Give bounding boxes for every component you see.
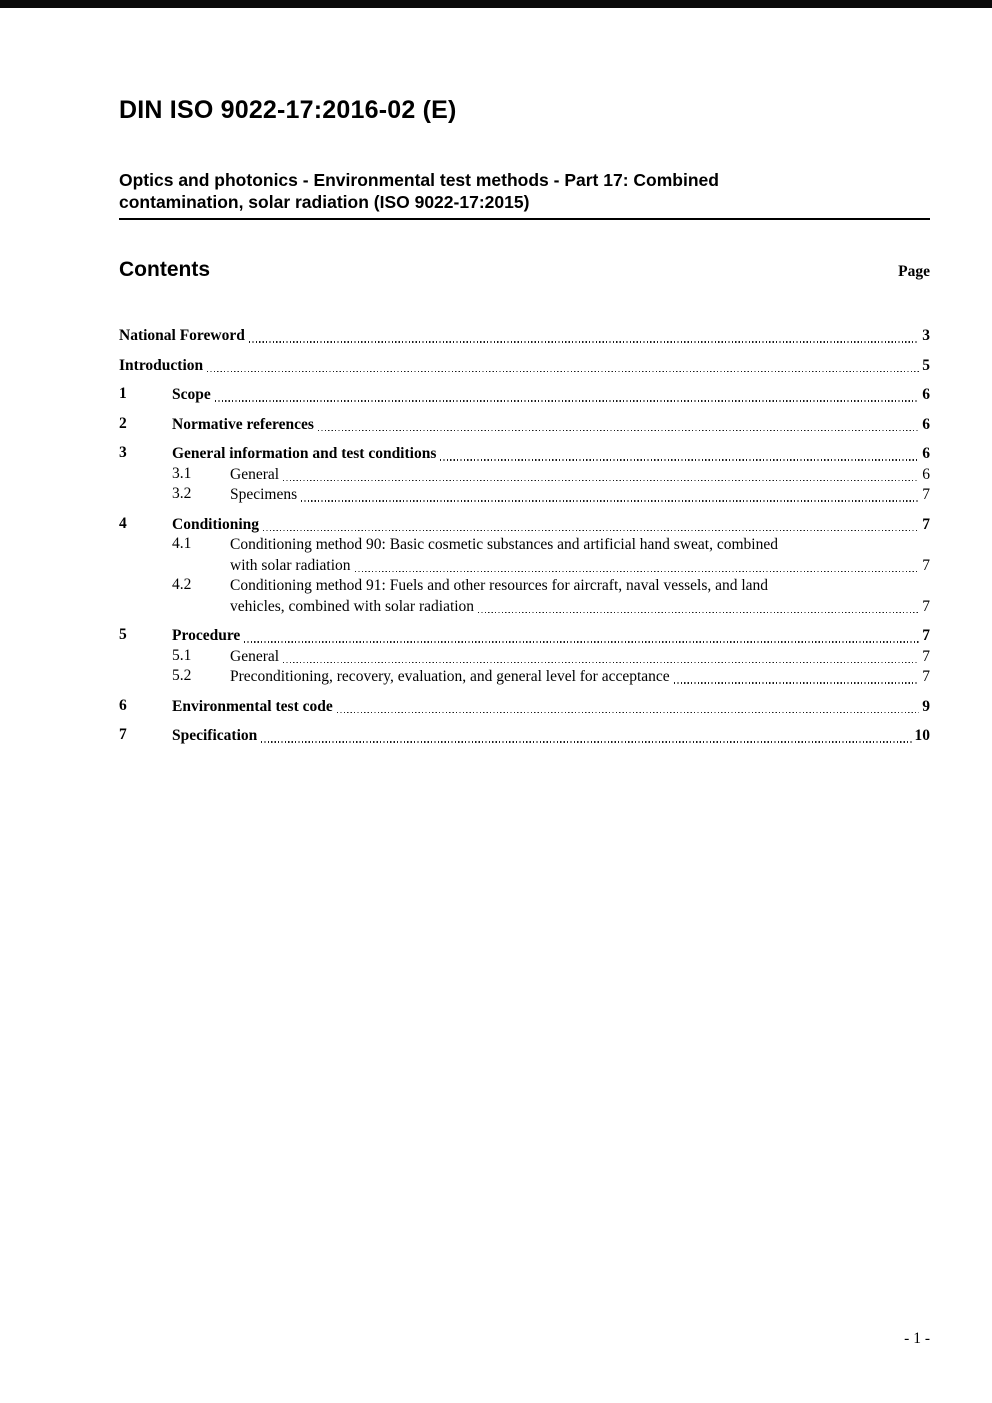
toc-entry-scope[interactable] [119,385,930,406]
toc-entry-title: Specification [172,727,258,744]
toc-entry-title: Introduction [119,356,204,374]
toc-entry-national-foreword[interactable] [119,326,930,347]
toc-entry-page: 7 [922,486,930,503]
dot-leader [261,741,911,742]
toc-entry-title: Environmental test code [172,697,333,715]
toc-entry-page: 7 [922,627,930,644]
toc-entry-procedure-general[interactable] [119,647,930,668]
toc-entry-title: National Foreword [119,327,245,344]
dot-leader [355,571,920,572]
toc-entry-number: 4.2 [172,576,192,593]
toc-entry-number: 3.2 [172,485,192,502]
dot-leader [337,712,920,713]
toc-entry-title: Scope [172,386,211,403]
dot-leader [263,530,919,531]
toc-entry-specification[interactable] [119,726,930,747]
toc-entry-general-information[interactable] [119,444,930,465]
toc-entry-introduction[interactable] [119,356,930,377]
page-content [119,0,930,747]
document-title-line-2: contamination, solar radiation (ISO 9022-17:2015) [119,192,530,212]
contents-header [119,258,930,282]
toc-entry-title: Procedure [172,627,241,644]
toc-entry-page: 9 [922,697,930,715]
page-column-label: Page [898,263,930,280]
table-of-contents [119,326,930,747]
toc-entry-page: 6 [922,445,930,462]
toc-entry-page: 6 [922,415,930,433]
toc-entry-number: 5.2 [172,667,192,684]
toc-entry-procedure[interactable] [119,626,930,647]
toc-entry-page: 7 [922,556,930,574]
toc-entry-page: 7 [922,647,930,665]
toc-entry-title-line-2: vehicles, combined with solar radiation [230,597,475,615]
toc-entry-title: Specimens [230,486,298,503]
dot-leader [301,500,919,501]
toc-entry-preconditioning[interactable] [119,667,930,688]
toc-entry-title-line-2: with solar radiation [230,556,351,574]
toc-entry-conditioning[interactable] [119,515,930,536]
title-rule [119,218,930,220]
toc-entry-title-line-1: Conditioning method 91: Fuels and other resources for aircraft, naval vessels, and land [230,577,769,594]
document-title [119,169,930,213]
contents-heading: Contents [119,258,210,281]
toc-entry-number: 6 [119,696,127,714]
dot-leader [440,459,919,460]
toc-entry-number: 4.1 [172,535,192,552]
toc-entry-number: 7 [119,726,127,743]
toc-entry-normative-references[interactable] [119,415,930,436]
toc-entry-title: Conditioning [172,515,260,533]
toc-entry-page: 6 [922,465,930,483]
page-number: - 1 - [904,1330,930,1347]
toc-entry-number: 4 [119,514,127,532]
toc-entry-page: 3 [922,327,930,344]
toc-entry-conditioning-method-90[interactable] [119,535,930,576]
toc-entry-title-line-1: Conditioning method 90: Basic cosmetic substances and artificial hand sweat, combined [230,536,778,553]
dot-leader [207,371,919,372]
dot-leader [318,430,919,431]
toc-entry-title: General [230,647,280,665]
toc-entry-title: Preconditioning, recovery, evaluation, and general level for acceptance [230,668,670,685]
toc-entry-page: 5 [922,356,930,374]
toc-entry-number: 3.1 [172,464,192,482]
toc-entry-title: Normative references [172,415,314,433]
dot-leader [283,480,919,481]
toc-entry-general[interactable] [119,465,930,486]
toc-entry-title: General [230,465,280,483]
toc-entry-page: 7 [922,515,930,533]
toc-entry-number: 1 [119,385,127,402]
dot-leader [249,341,919,342]
toc-entry-environmental-test-code[interactable] [119,697,930,718]
toc-entry-conditioning-method-91[interactable] [119,576,930,617]
toc-entry-title: General information and test conditions [172,445,437,462]
toc-entry-specimens[interactable] [119,485,930,506]
toc-entry-number: 5.1 [172,646,192,664]
dot-leader [215,400,920,401]
toc-entry-number: 3 [119,444,127,461]
toc-entry-page: 7 [922,668,930,685]
document-title-line-1: Optics and photonics - Environmental test methods - Part 17: Combined [119,170,719,190]
dot-leader [674,682,920,683]
toc-entry-number: 5 [119,626,127,643]
document-id-heading: DIN ISO 9022-17:2016-02 (E) [119,96,457,124]
toc-entry-page: 6 [922,386,930,403]
dot-leader [478,612,919,613]
toc-entry-page: 10 [914,727,930,744]
dot-leader [244,641,919,642]
dot-leader [283,662,919,663]
toc-entry-page: 7 [922,597,930,615]
toc-entry-number: 2 [119,414,127,432]
